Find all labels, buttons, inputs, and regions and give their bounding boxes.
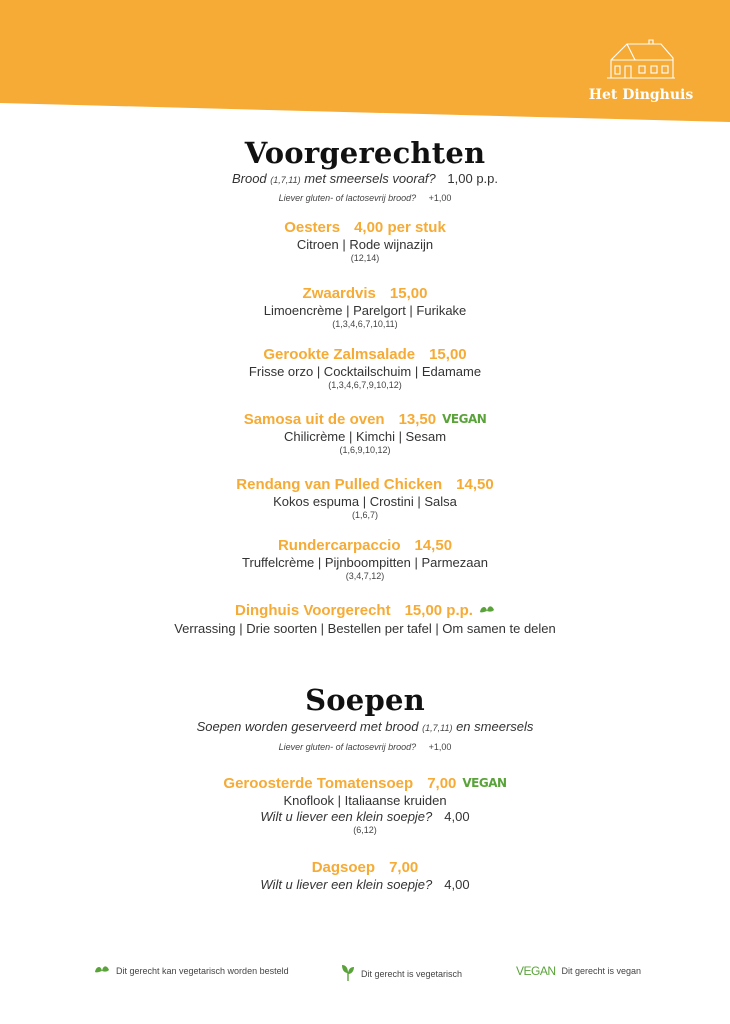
dish-desc: Verrassing | Drie soorten | Bestellen per tafel | Om samen te delen	[174, 620, 556, 636]
dish-price: 15,00	[389, 285, 428, 302]
dish-name: Dagsoep	[311, 859, 376, 876]
dish-price: 7,00	[389, 859, 419, 876]
dish-price: 14,50	[414, 537, 453, 554]
dish-name: Geroosterde Tomatensoep	[223, 775, 414, 792]
dish-allergens: (12,14)	[350, 253, 380, 263]
dish-price: 14,50	[456, 476, 494, 493]
dish-zwaardvis	[0, 285, 730, 329]
vegan-badge: VEGAN	[516, 964, 556, 978]
legend-vegan-text: Dit gerecht is vegan	[561, 966, 642, 976]
legend-vegetarian-text: Dit gerecht is vegetarisch	[361, 969, 463, 979]
section-title-voorgerechten: Voorgerechten	[244, 136, 486, 170]
dish-name: Oesters	[284, 219, 341, 236]
bread-allergens: (1,7,11)	[270, 175, 301, 185]
dish-desc: Kokos espuma | Crostini | Salsa	[273, 494, 457, 509]
small-soup-price: 4,00	[444, 877, 470, 892]
dish-allergens: (1,3,4,6,7,10,11)	[332, 319, 398, 329]
vegetarian-option-leaf-icon	[479, 603, 495, 620]
dish-desc: Truffelcrème | Pijnboompitten | Parmezaan	[242, 555, 488, 570]
soup-intro-text: Soepen worden geserveerd met brood	[196, 719, 419, 734]
small-soup-question: Wilt u liever een klein soepje?	[260, 877, 433, 892]
dish-allergens: (6,12)	[353, 825, 377, 835]
house-logo-icon	[605, 38, 677, 80]
dish-dagsoep	[0, 859, 730, 892]
logo[interactable]	[586, 38, 696, 103]
legend-vegetarian-option-text: Dit gerecht kan vegetarisch worden besteld	[116, 966, 289, 976]
bread-text: met smeersels vooraf?	[304, 171, 436, 186]
bread-note	[0, 188, 730, 206]
dish-desc: Chilicrème | Kimchi | Sesam	[283, 429, 447, 444]
dish-price: 15,00	[429, 346, 467, 363]
gluten-free-note: Liever gluten- of lactosevrij brood?	[278, 193, 417, 203]
dish-desc: Knoflook | Italiaanse kruiden	[283, 793, 447, 808]
soup-gluten-free-note: Liever gluten- of lactosevrij brood?	[278, 742, 417, 752]
voorgerechten-title-block	[0, 136, 730, 170]
dish-dinghuis-voorgerecht	[0, 602, 730, 636]
dish-tomatensoep	[0, 775, 730, 835]
dish-rundercarpaccio	[0, 537, 730, 581]
dish-allergens: (3,4,7,12)	[345, 571, 385, 581]
dish-gerookte-zalmsalade	[0, 346, 730, 390]
dish-name: Samosa uit de oven	[243, 411, 385, 428]
soup-note	[0, 737, 730, 755]
soup-intro	[0, 719, 730, 734]
small-soup-price: 4,00	[444, 809, 470, 824]
dish-price: 7,00	[427, 775, 457, 792]
dish-name: Dinghuis Voorgerecht	[235, 602, 391, 619]
dish-allergens: (1,6,7)	[351, 510, 378, 520]
soup-intro-allergens: (1,7,11)	[422, 723, 453, 733]
dish-oesters	[0, 219, 730, 263]
dish-desc: Limoencrème | Parelgort | Furikake	[263, 303, 467, 318]
legend-vegetarian	[341, 964, 462, 984]
dish-price: 4,00 per stuk	[354, 219, 446, 236]
soup-gluten-free-price: +1,00	[428, 742, 452, 752]
vegan-badge: VEGAN	[442, 412, 487, 426]
section-title-soepen: Soepen	[305, 683, 425, 717]
dish-allergens: (1,6,9,10,12)	[339, 445, 391, 455]
dish-name: Rundercarpaccio	[277, 537, 401, 554]
dish-price: 15,00 p.p.	[404, 602, 473, 619]
dish-allergens: (1,3,4,6,7,9,10,12)	[328, 380, 402, 390]
dish-name: Gerookte Zalmsalade	[263, 346, 416, 363]
legend-vegan	[516, 964, 641, 978]
dish-samosa	[0, 411, 730, 455]
legend-vegetarian-option	[94, 964, 289, 978]
soepen-title-block	[0, 683, 730, 717]
dish-name: Zwaardvis	[302, 285, 376, 302]
dish-price: 13,50	[398, 411, 437, 428]
bread-label: Brood	[231, 171, 267, 186]
bread-intro	[0, 171, 730, 186]
vegetarian-sprout-icon	[341, 964, 355, 984]
dish-name: Rendang van Pulled Chicken	[236, 476, 443, 493]
soup-intro-text2: en smeersels	[456, 719, 534, 734]
vegan-badge: VEGAN	[462, 776, 507, 790]
dish-desc: Frisse orzo | Cocktailschuim | Edamame	[248, 364, 482, 379]
bread-price: 1,00 p.p.	[447, 171, 499, 186]
dish-rendang	[0, 476, 730, 520]
dish-desc: Citroen | Rode wijnazijn	[296, 237, 434, 252]
vegetarian-option-leaf-icon	[94, 964, 110, 978]
gluten-free-price: +1,00	[428, 193, 452, 203]
brand-name: Het Dinghuis	[588, 87, 694, 103]
small-soup-question: Wilt u liever een klein soepje?	[260, 809, 433, 824]
